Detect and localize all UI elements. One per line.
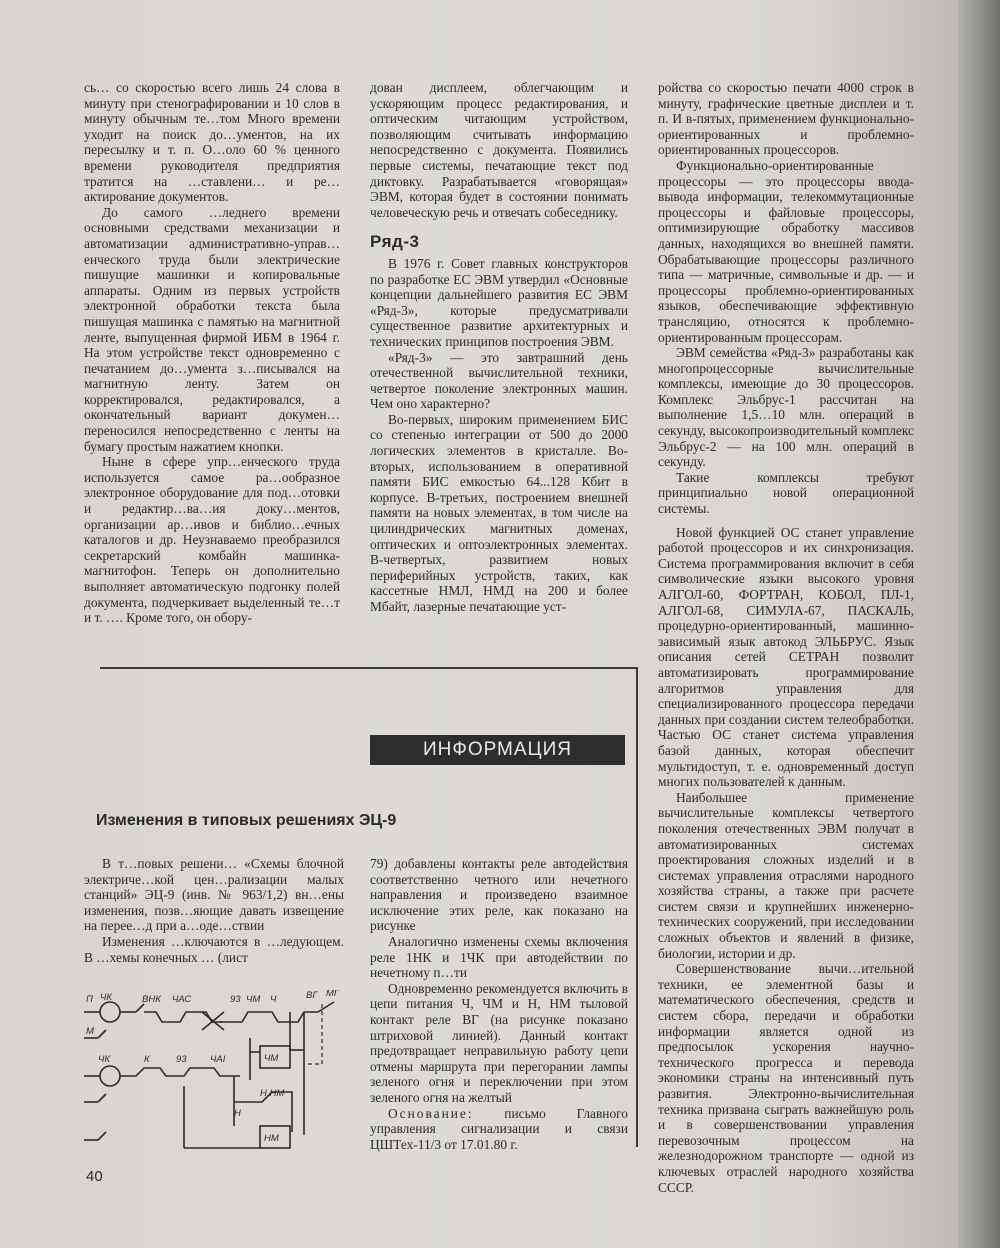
paragraph: Функционально-ориентированные процессоры — это процессоры ввода-вывода информации, телекоммутационные процессоры и файловые процессоры, оптимизирующие обработку массивов данных, находящихся во внешней памяти. Обрабатывающие процессоры различного типа — матричные, символьные и др. — и процессоры проблемно-ориентированных языков, обеспечивающие эффективную трансляцию, относятся к проблемно-ориентированным процессорам. xyxy=(658,157,914,345)
relay-circuit-diagram xyxy=(84,990,346,1160)
paragraph: дован дисплеем, облегчающим и ускоряющим процесс редактирования, и оптическим читающим устройством, позволяющим считывать информацию непосредственно с документа. Появились первые системы, печатающие текст под диктовку. Разрабатывается «говорящая» ЭВМ, которая будет в состоянии понимать человеческую речь и отвечать собеседнику. xyxy=(370,80,628,220)
paragraph: сь… со скоростью всего лишь 24 слова в минуту при стенографировании и 10 слов в минуту обычным те…том Много времени уходит на поиск до…ументов, на их пересылку и т. п. О…оло 60 % ценного времени руководителя предприятия тратится на …ставлени… и ре…актирование документов. xyxy=(84,80,340,205)
vertical-divider xyxy=(636,667,638,1147)
diagram-label: Н,НМ xyxy=(260,1088,285,1099)
paragraph: Совершенствование вычи…ительной техники, ее элементной базы и математического обеспечения, средств и систем сбора, передачи и обработки информации является одной из предпосылок ускорения научно-технического прогресса и перевода экономики страны на интенсивный путь развития. Электронно-вычислительная техника призвана сыграть важнейшую роль и в совершенствовании управления перевозочным процессом на железнодорожном транспорте — одной из ключевых отраслей народного хозяйства СССР. xyxy=(658,961,914,1195)
text-column-2 xyxy=(370,80,628,615)
paragraph: В т…повых решени… «Схемы блочной электриче…кой цен…рализации малых станций» ЭЦ-9 (инв. № 963/1,2) вн…ены изменения, позв…яющие давать извещение на перее…д при а…оде…ствии xyxy=(84,856,344,934)
page-spine-shadow xyxy=(958,0,1000,1248)
paragraph: Ныне в сфере упр…енческого труда используется самое ра…ообразное электронное оборудование для под…отовки и редактир…ва…ия доку…ментов, организации ар…ивов и библио…ечных каталогов и др. Неузнаваемо преобразился секретарский комбайн машинка-магнитофон. Теперь он дополнительно выполняет автоматическую подгонку полей документа, подчеркивает выделенный те…т и т. …. Кроме того, он обору- xyxy=(84,454,340,626)
basis-paragraph xyxy=(370,1106,628,1153)
paragraph: ЭВМ семейства «Ряд-3» разработаны как многопроцессорные вычислительные комплексы, имеющие до 30 процессоров. Комплекс Эльбрус-1 рассчитан на выполнение 1,5…10 млн. операций в секунду, высокопроизводительный комплекс Эльбрус-2 — на 100 млн. операций в секунду. xyxy=(658,345,914,470)
paragraph: Аналогично изменены схемы включения реле 1НК и 1ЧК при автодействии по нечетному п…ти xyxy=(370,933,628,981)
text-column-5 xyxy=(370,856,628,1152)
text-column-1 xyxy=(84,80,340,626)
diagram-label: НМ xyxy=(264,1133,279,1144)
diagram-label: ЧМ xyxy=(246,994,261,1005)
info-section-banner: ИНФОРМАЦИЯ xyxy=(370,735,625,765)
diagram-label: ЧАС xyxy=(172,994,192,1005)
paragraph: Одновременно рекомендуется включить в цепи питания Ч, ЧМ и Н, НМ тыловой контакт реле ВГ (на рисунке показано штриховой линией). Данный контакт предотвращает неправильную работу цепи отмены маршрута при перегорании лампы зеленого огня и переключении при этом зеленого огня на желтый xyxy=(370,980,628,1105)
paragraph: Во-первых, широким применением БИС со степенью интеграции от 500 до 2000 логических элементов в кристалле. Во-вторых, использованием в оперативной памяти БИС емкостью 64...128 Кбит в корпусе. В-третьих, построением внешней памяти на новых элементах, в том числе на цилиндрических магнитных доменах, оптических и оптоэлектронных элементах. В-четвертых, развитием новых периферийных устройств, таких, как кассетные НМЛ, НМД на 200 и более Мбайт, лазерные печатающие уст- xyxy=(370,411,628,614)
diagram-label: К xyxy=(144,1054,150,1065)
diagram-label: 93 xyxy=(176,1054,187,1065)
paragraph: 79) добавлены контакты реле автодействия соответственно четного или нечетного направления и произведено взаимное исключение этих реле, как показано на рисунке xyxy=(370,856,628,934)
basis-text: письмо Главного управления сигнализации и связи ЦШТех-11/3 от 17.01.80 г. xyxy=(370,1105,628,1152)
diagram-label: Ч xyxy=(270,994,277,1005)
text-column-4 xyxy=(84,856,344,965)
diagram-label: ЧК xyxy=(98,1054,110,1065)
diagram-label: МГ xyxy=(326,990,340,999)
basis-label: Основание: xyxy=(388,1105,474,1121)
paragraph: «Ряд-3» — это завтрашний день отечественной вычислительной техники, четвертое поколение электронных машин. Чем оно характерно? xyxy=(370,349,628,412)
paragraph: В 1976 г. Совет главных конструкторов по разработке ЕС ЭВМ утвердил «Основные концепции дальнейшего развития ЕС ЭВМ «Ряд-3», которые предусматривали существенное развитие архитектурных и технических принципов построения ЭВМ. xyxy=(370,255,628,349)
diagram-label: ЧМ xyxy=(264,1053,279,1064)
paragraph: ройства со скоростью печати 4000 строк в минуту, графические цветные дисплеи и т. п. И в-пятых, применением функционально-ориентированных и проблемно-ориентированных процессоров. xyxy=(658,80,914,158)
diagram-label: ВНК xyxy=(142,994,161,1005)
diagram-label: ЧАI xyxy=(210,1054,226,1065)
lamp-symbol xyxy=(100,1002,120,1022)
article-title: Изменения в типовых решениях ЭЦ-9 xyxy=(96,812,397,829)
diagram-label: ВГ xyxy=(306,990,318,1001)
diagram-label: Н xyxy=(234,1108,241,1119)
text-column-3 xyxy=(658,80,914,1195)
diagram-label: ЧК xyxy=(100,992,112,1003)
section-heading: Ряд-3 xyxy=(370,232,420,252)
paragraph: Изменения …ключаются в …ледующем. В …хемы конечных … (лист xyxy=(84,933,344,965)
page-number: 40 xyxy=(86,1168,103,1185)
paragraph: Наибольшее применение вычислительные комплексы четвертого поколения отечественных ЭВМ получат в автоматизированных системах проектирования сложных изделий и в системах управления отраслями народного хозяйства страны, а также при расчете систем связи и крупнейших инженерно-технических сооружений, при исследовании сложных объектов и явлений в физике, биологии, истории и др. xyxy=(658,789,914,961)
paragraph: Новой функцией ОС станет управление работой процессоров и их синхронизация. Система программирования включит в себя символические языки высокого уровня АЛГОЛ-60, ФОРТРАН, КОБОЛ, ПЛ-1, АЛГОЛ-68, СИМУЛА-67, ПАСКАЛЬ, процедурно-ориентированный, машинно-зависимый язык автокод ЭЛЬБРУС. Язык описания сетей СЕТРАН позволит автоматизировать программирование алгоритмов управления для специализированного процессора передачи данных при создании систем телеобработки. Частью ОС станет система управления базой данных, которая обеспечит мультидоступ, т. е. одновременный доступ многих пользователей к данным. xyxy=(658,524,914,790)
horizontal-divider xyxy=(100,667,636,669)
diagram-label: М xyxy=(86,1026,94,1037)
diagram-label: П xyxy=(86,994,93,1005)
diagram-label: 93 xyxy=(230,994,241,1005)
paragraph: До самого …леднего времени основными средствами механизации и автоматизации административно-управ…енческого труда были электрические пишущие машинки и копировальные аппараты. Одним из первых устройств электронной обработки текста была пишущая машинка с памятью на магнитной ленте, выпущенная фирмой ИБМ в 1964 г. На этом устройстве текст одновременно с печатанием до…умента з…писывался на магнитную ленту. Затем он корректировался, редактировался, а окончательный вариант докумен… переносился непосредственно с ленты на бумагу простым нажатием кнопки. xyxy=(84,204,340,454)
paragraph: Такие комплексы требуют принципиально новой операционной системы. xyxy=(658,469,914,517)
